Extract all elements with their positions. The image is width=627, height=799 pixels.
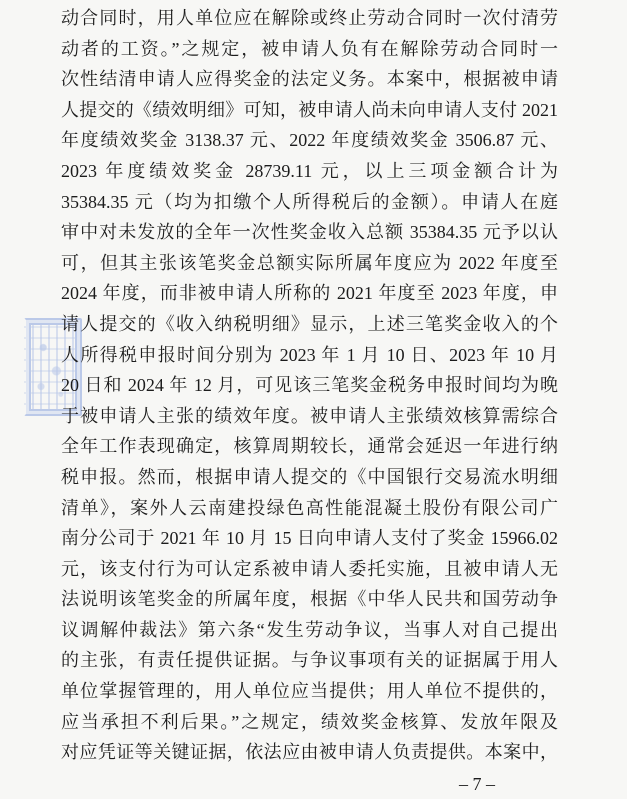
text-line: 动合同时，用人单位应在解除或终止劳动合同时一次付清劳 <box>61 8 558 28</box>
text-line: 2024 年度，而非被申请人所称的 2021 年度至 2023 年度，申 <box>61 283 558 304</box>
text-line: 单位掌握管理的，用人单位应当提供；用人单位不提供的， <box>61 681 558 702</box>
text-line: 元，该支付行为可认定系被申请人委托实施，且被申请人无 <box>61 558 558 579</box>
text-line: 全年工作表现确定，核算周期较长，通常会延迟一年进行纳 <box>61 436 558 457</box>
text-line: 动者的工资。”之规定，被申请人负有在解除劳动合同时一 <box>61 38 558 59</box>
text-line: 对应凭证等关键证据，依法应由被申请人负责提供。本案中， <box>61 742 558 763</box>
text-line: 于被申请人主张的绩效年度。被申请人主张绩效核算需综合 <box>61 405 558 426</box>
text-line: 的主张，有责任提供证据。与争议事项有关的证据属于用人 <box>61 650 558 671</box>
text-line: 人提交的《绩效明细》可知，被申请人尚未向申请人支付 2021 <box>61 99 558 120</box>
text-line: 南分公司于 2021 年 10 月 15 日向申请人支付了奖金 15966.02 <box>61 528 558 549</box>
text-line: 应当承担不利后果。”之规定，绩效奖金核算、发放年限及 <box>61 711 558 732</box>
text-line: 20 日和 2024 年 12 月，可见该三笔奖金税务申报时间均为晚 <box>61 375 558 396</box>
text-line: 年度绩效奖金 3138.37 元、2022 年度绩效奖金 3506.87 元、 <box>61 130 558 151</box>
text-line: 人所得税申报时间分别为 2023 年 1 月 10 日、2023 年 10 月 <box>61 344 558 365</box>
text-line: 请人提交的《收入纳税明细》显示，上述三笔奖金收入的个 <box>61 313 558 334</box>
text-line: 次性结清申请人应得奖金的法定义务。本案中，根据被申请 <box>61 69 558 90</box>
text-line: 税申报。然而，根据申请人提交的《中国银行交易流水明细 <box>61 466 558 487</box>
text-line: 议调解仲裁法》第六条“发生劳动争议，当事人对自己提出 <box>61 619 558 640</box>
text-line: 2023 年度绩效奖金 28739.11 元，以上三项金额合计为 <box>61 160 558 181</box>
body-text <box>61 3 558 768</box>
page-number: – 7 – <box>459 774 495 794</box>
text-line: 审中对未发放的全年一次性奖金收入总额 35384.35 元予以认 <box>61 222 558 243</box>
text-line: 清单》，案外人云南建投绿色高性能混凝土股份有限公司广 <box>61 497 558 518</box>
text-line: 可，但其主张该笔奖金总额实际所属年度应为 2022 年度至 <box>61 252 558 273</box>
text-line: 法说明该笔奖金的所属年度，根据《中华人民共和国劳动争 <box>61 589 558 610</box>
text-line: 35384.35 元（均为扣缴个人所得税后的金额）。申请人在庭 <box>61 191 558 212</box>
